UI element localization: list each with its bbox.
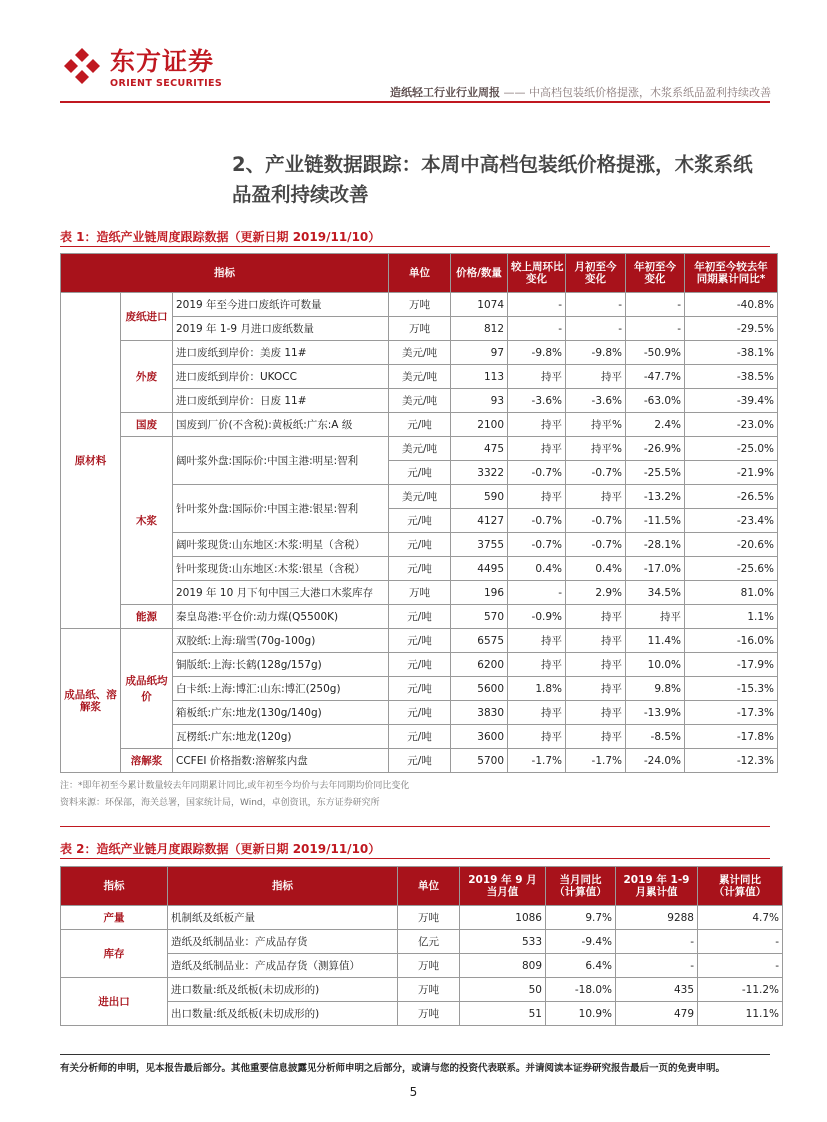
ytd-cell: 34.5%: [626, 581, 685, 605]
yoy-cell: -38.1%: [685, 341, 778, 365]
month-value-cell: 50: [460, 978, 546, 1002]
yoy-cell: 1.1%: [685, 605, 778, 629]
report-title: 中高档包装纸价格提涨，木浆系纸品盈利持续改善: [529, 86, 771, 99]
brand-name-cn: 东方证券: [110, 47, 215, 76]
month-value-cell: 533: [460, 930, 546, 954]
price-cell: 5700: [451, 749, 508, 773]
month-yoy-cell: -9.4%: [546, 930, 616, 954]
header-wow: 较上周环比 变化: [508, 254, 566, 293]
indicator-name: 铜版纸:上海:长鹤(128g/157g): [173, 653, 389, 677]
mtd-cell: 持平: [566, 701, 626, 725]
table-row: [61, 605, 778, 629]
indicator-name: 瓦楞纸:广东:地龙(120g): [173, 725, 389, 749]
price-cell: 3830: [451, 701, 508, 725]
table1-caption-divider: [60, 246, 770, 247]
price-cell: 3322: [451, 461, 508, 485]
mtd-cell: -0.7%: [566, 509, 626, 533]
indicator-name: 进口废纸到岸价：UKOCC: [173, 365, 389, 389]
unit-cell: 万吨: [398, 906, 460, 930]
indicator-name: 针叶浆现货:山东地区:木浆:银星（含税）: [173, 557, 389, 581]
ytd-cell: -63.0%: [626, 389, 685, 413]
mtd-cell: -3.6%: [566, 389, 626, 413]
yoy-cell: -17.3%: [685, 701, 778, 725]
yoy-cell: -39.4%: [685, 389, 778, 413]
price-cell: 4495: [451, 557, 508, 581]
yoy-cell: -21.9%: [685, 461, 778, 485]
price-cell: 475: [451, 437, 508, 461]
indicator-name: 机制纸及纸板产量: [168, 906, 398, 930]
yoy-cell: -25.0%: [685, 437, 778, 461]
header-month-value: 2019 年 9 月 当月值: [460, 867, 546, 906]
group-domestic-waste: 国废: [121, 413, 173, 437]
ytd-cell: 2.4%: [626, 413, 685, 437]
yoy-cell: -17.8%: [685, 725, 778, 749]
table1-header-row: [61, 254, 778, 293]
ytd-cell: -17.0%: [626, 557, 685, 581]
unit-cell: 元/吨: [389, 509, 451, 533]
cumulative-cell: 479: [616, 1002, 698, 1026]
wow-cell: 1.8%: [508, 677, 566, 701]
month-value-cell: 809: [460, 954, 546, 978]
mtd-cell: -: [566, 293, 626, 317]
table-row: [61, 930, 783, 954]
yoy-cell: -23.4%: [685, 509, 778, 533]
yoy-cell: -25.6%: [685, 557, 778, 581]
indicator-name: 出口数量:纸及纸板(未切成形的): [168, 1002, 398, 1026]
unit-cell: 元/吨: [389, 533, 451, 557]
brand-name-en: ORIENT SECURITIES: [110, 78, 223, 89]
mtd-cell: 持平: [566, 365, 626, 389]
unit-cell: 元/吨: [389, 725, 451, 749]
mtd-cell: -1.7%: [566, 749, 626, 773]
unit-cell: 元/吨: [389, 605, 451, 629]
yoy-cell: -20.6%: [685, 533, 778, 557]
yoy-cell: 81.0%: [685, 581, 778, 605]
mtd-cell: -0.7%: [566, 533, 626, 557]
category-raw-materials: 原材料: [61, 293, 121, 629]
wow-cell: 持平: [508, 629, 566, 653]
group-finished-paper: 成品纸均价: [121, 629, 173, 749]
yoy-cell: -15.3%: [685, 677, 778, 701]
indicator-name: 双胶纸:上海:瑞雪(70g-100g): [173, 629, 389, 653]
yoy-cell: -40.8%: [685, 293, 778, 317]
ytd-cell: -26.9%: [626, 437, 685, 461]
weekly-tracking-table: [60, 253, 778, 773]
price-cell: 6575: [451, 629, 508, 653]
ytd-cell: -11.5%: [626, 509, 685, 533]
wow-cell: -: [508, 317, 566, 341]
unit-cell: 亿元: [398, 930, 460, 954]
section-title: 2、产业链数据跟踪：本周中高档包装纸价格提涨，木浆系纸品盈利持续改善: [232, 153, 753, 206]
mtd-cell: 持平: [566, 485, 626, 509]
mtd-cell: -0.7%: [566, 461, 626, 485]
month-value-cell: 51: [460, 1002, 546, 1026]
price-cell: 1074: [451, 293, 508, 317]
table-row: [61, 293, 778, 317]
unit-cell: 元/吨: [389, 653, 451, 677]
wow-cell: 0.4%: [508, 557, 566, 581]
price-cell: 2100: [451, 413, 508, 437]
price-cell: 93: [451, 389, 508, 413]
cumulative-cell: -: [616, 954, 698, 978]
table-row: [61, 1002, 783, 1026]
price-cell: 570: [451, 605, 508, 629]
month-value-cell: 1086: [460, 906, 546, 930]
table-row: [61, 629, 778, 653]
unit-cell: 元/吨: [389, 557, 451, 581]
unit-cell: 元/吨: [389, 701, 451, 725]
wow-cell: 持平: [508, 485, 566, 509]
price-cell: 3755: [451, 533, 508, 557]
footer-divider: [60, 1054, 770, 1055]
unit-cell: 美元/吨: [389, 389, 451, 413]
month-yoy-cell: 10.9%: [546, 1002, 616, 1026]
unit-cell: 美元/吨: [389, 365, 451, 389]
table2-header-row: [61, 867, 783, 906]
ytd-cell: -47.7%: [626, 365, 685, 389]
unit-cell: 万吨: [398, 1002, 460, 1026]
ytd-cell: -13.2%: [626, 485, 685, 509]
cumulative-cell: 435: [616, 978, 698, 1002]
yoy-cell: -12.3%: [685, 749, 778, 773]
group-inventory: 库存: [61, 930, 168, 978]
cumulative-yoy-cell: -11.2%: [698, 978, 783, 1002]
cumulative-yoy-cell: 11.1%: [698, 1002, 783, 1026]
wow-cell: 持平: [508, 365, 566, 389]
indicator-name: 进口废纸到岸价：日废 11#: [173, 389, 389, 413]
unit-cell: 元/吨: [389, 677, 451, 701]
mtd-cell: 持平: [566, 677, 626, 701]
yoy-cell: -29.5%: [685, 317, 778, 341]
ytd-cell: -13.9%: [626, 701, 685, 725]
unit-cell: 元/吨: [389, 749, 451, 773]
header-yoy: 年初至今较去年 同期累计同比*: [685, 254, 778, 293]
mtd-cell: 持平: [566, 653, 626, 677]
table-row: [61, 954, 783, 978]
wow-cell: -: [508, 293, 566, 317]
header-divider: [60, 101, 770, 103]
header-mtd: 月初至今 变化: [566, 254, 626, 293]
indicator-name: 箱板纸:广东:地龙(130g/140g): [173, 701, 389, 725]
header-price: 价格/数量: [451, 254, 508, 293]
unit-cell: 万吨: [398, 954, 460, 978]
table-row: [61, 906, 783, 930]
header-cumulative-yoy: 累计同比 （计算值）: [698, 867, 783, 906]
wow-cell: 持平: [508, 701, 566, 725]
table1-note: 注：*即年初至今累计数量较去年同期累计同比,或年初至今均价与去年同期均价同比变化: [60, 781, 410, 791]
wow-cell: -9.8%: [508, 341, 566, 365]
mtd-cell: 持平: [566, 605, 626, 629]
unit-cell: 万吨: [389, 293, 451, 317]
cumulative-cell: 9288: [616, 906, 698, 930]
ytd-cell: 持平: [626, 605, 685, 629]
report-header: [390, 84, 771, 100]
wow-cell: -3.6%: [508, 389, 566, 413]
price-cell: 812: [451, 317, 508, 341]
wow-cell: -0.9%: [508, 605, 566, 629]
mtd-cell: 持平%: [566, 413, 626, 437]
header-unit: 单位: [398, 867, 460, 906]
ytd-cell: -50.9%: [626, 341, 685, 365]
month-yoy-cell: 9.7%: [546, 906, 616, 930]
month-yoy-cell: 6.4%: [546, 954, 616, 978]
group-dissolving-pulp: 溶解浆: [121, 749, 173, 773]
ytd-cell: 11.4%: [626, 629, 685, 653]
wow-cell: -0.7%: [508, 533, 566, 557]
unit-cell: 美元/吨: [389, 485, 451, 509]
price-cell: 590: [451, 485, 508, 509]
mtd-cell: 0.4%: [566, 557, 626, 581]
unit-cell: 元/吨: [389, 629, 451, 653]
table-row: [61, 341, 778, 365]
yoy-cell: -23.0%: [685, 413, 778, 437]
table-row: [61, 978, 783, 1002]
indicator-name: 2019 年 1-9 月进口废纸数量: [173, 317, 389, 341]
price-cell: 196: [451, 581, 508, 605]
header-unit: 单位: [389, 254, 451, 293]
header-indicator-category: 指标: [61, 867, 168, 906]
group-waste-import: 废纸进口: [121, 293, 173, 341]
cumulative-yoy-cell: -: [698, 954, 783, 978]
group-production: 产量: [61, 906, 168, 930]
group-energy: 能源: [121, 605, 173, 629]
indicator-name: 针叶浆外盘:国际价:中国主港:银星:智利: [173, 485, 389, 533]
table-row: [61, 749, 778, 773]
group-pulp: 木浆: [121, 437, 173, 605]
table-row: [61, 413, 778, 437]
table1-source: 资料来源：环保部，海关总署，国家统计局，Wind，卓创资讯，东方证券研究所: [60, 798, 380, 808]
mtd-cell: 持平: [566, 629, 626, 653]
monthly-tracking-table: [60, 866, 783, 1026]
wow-cell: -0.7%: [508, 461, 566, 485]
indicator-name: 进口废纸到岸价：美废 11#: [173, 341, 389, 365]
yoy-cell: -38.5%: [685, 365, 778, 389]
price-cell: 4127: [451, 509, 508, 533]
unit-cell: 万吨: [389, 581, 451, 605]
price-cell: 113: [451, 365, 508, 389]
page-number: 5: [409, 1085, 418, 1099]
ytd-cell: 10.0%: [626, 653, 685, 677]
indicator-name: 白卡纸:上海:博汇:山东:博汇(250g): [173, 677, 389, 701]
table2-caption: 表 2：造纸产业链月度跟踪数据（更新日期 2019/11/10）: [60, 842, 381, 856]
ytd-cell: -28.1%: [626, 533, 685, 557]
cumulative-yoy-cell: 4.7%: [698, 906, 783, 930]
ytd-cell: -: [626, 293, 685, 317]
yoy-cell: -16.0%: [685, 629, 778, 653]
wow-cell: 持平: [508, 413, 566, 437]
table-row: [61, 437, 778, 461]
wow-cell: 持平: [508, 725, 566, 749]
indicator-name: 国废到厂价(不含税):黄板纸:广东:A 级: [173, 413, 389, 437]
indicator-name: 秦皇岛港:平仓价:动力煤(Q5500K): [173, 605, 389, 629]
price-cell: 3600: [451, 725, 508, 749]
ytd-cell: -25.5%: [626, 461, 685, 485]
group-foreign-waste: 外废: [121, 341, 173, 413]
price-cell: 5600: [451, 677, 508, 701]
ytd-cell: 9.8%: [626, 677, 685, 701]
indicator-name: 阔叶浆现货:山东地区:木浆:明星（含税）: [173, 533, 389, 557]
ytd-cell: -: [626, 317, 685, 341]
cumulative-yoy-cell: -: [698, 930, 783, 954]
header-cumulative: 2019 年 1-9 月累计值: [616, 867, 698, 906]
unit-cell: 万吨: [398, 978, 460, 1002]
ytd-cell: -24.0%: [626, 749, 685, 773]
header-indicator-name: 指标: [168, 867, 398, 906]
wow-cell: -: [508, 581, 566, 605]
table2-caption-divider: [60, 858, 770, 859]
wow-cell: 持平: [508, 437, 566, 461]
unit-cell: 元/吨: [389, 461, 451, 485]
footer-disclaimer: 有关分析师的申明，见本报告最后部分。其他重要信息披露见分析师申明之后部分，或请与您的投资代表联系。并请阅读本证券研究报告最后一页的免责申明。: [60, 1063, 726, 1074]
indicator-name: 进口数量:纸及纸板(未切成形的): [168, 978, 398, 1002]
yoy-cell: -26.5%: [685, 485, 778, 509]
mtd-cell: 2.9%: [566, 581, 626, 605]
table2-top-divider: [60, 826, 770, 827]
indicator-name: 2019 年 10 月下旬中国三大港口木浆库存: [173, 581, 389, 605]
indicator-name: 2019 年至今进口废纸许可数量: [173, 293, 389, 317]
header-indicator: 指标: [61, 254, 389, 293]
wow-cell: -1.7%: [508, 749, 566, 773]
cumulative-cell: -: [616, 930, 698, 954]
ytd-cell: -8.5%: [626, 725, 685, 749]
indicator-name: 造纸及纸制品业：产成品存货（测算值）: [168, 954, 398, 978]
month-yoy-cell: -18.0%: [546, 978, 616, 1002]
indicator-name: CCFEI 价格指数:溶解浆内盘: [173, 749, 389, 773]
mtd-cell: 持平%: [566, 437, 626, 461]
mtd-cell: 持平: [566, 725, 626, 749]
mtd-cell: -9.8%: [566, 341, 626, 365]
price-cell: 97: [451, 341, 508, 365]
category-finished-paper: 成品纸、溶解浆: [61, 629, 121, 773]
table1-caption: 表 1：造纸产业链周度跟踪数据（更新日期 2019/11/10）: [60, 230, 381, 244]
unit-cell: 美元/吨: [389, 341, 451, 365]
wow-cell: 持平: [508, 653, 566, 677]
mtd-cell: -: [566, 317, 626, 341]
header-separator: ——: [503, 86, 526, 99]
unit-cell: 万吨: [389, 317, 451, 341]
yoy-cell: -17.9%: [685, 653, 778, 677]
header-month-yoy: 当月同比 （计算值）: [546, 867, 616, 906]
price-cell: 6200: [451, 653, 508, 677]
indicator-name: 造纸及纸制品业：产成品存货: [168, 930, 398, 954]
unit-cell: 元/吨: [389, 413, 451, 437]
unit-cell: 美元/吨: [389, 437, 451, 461]
header-ytd: 年初至今 变化: [626, 254, 685, 293]
wow-cell: -0.7%: [508, 509, 566, 533]
report-type: 造纸轻工行业行业周报: [390, 86, 500, 99]
indicator-name: 阔叶浆外盘:国际价:中国主港:明星:智利: [173, 437, 389, 485]
orient-logo-icon: [62, 46, 102, 86]
group-trade: 进出口: [61, 978, 168, 1026]
